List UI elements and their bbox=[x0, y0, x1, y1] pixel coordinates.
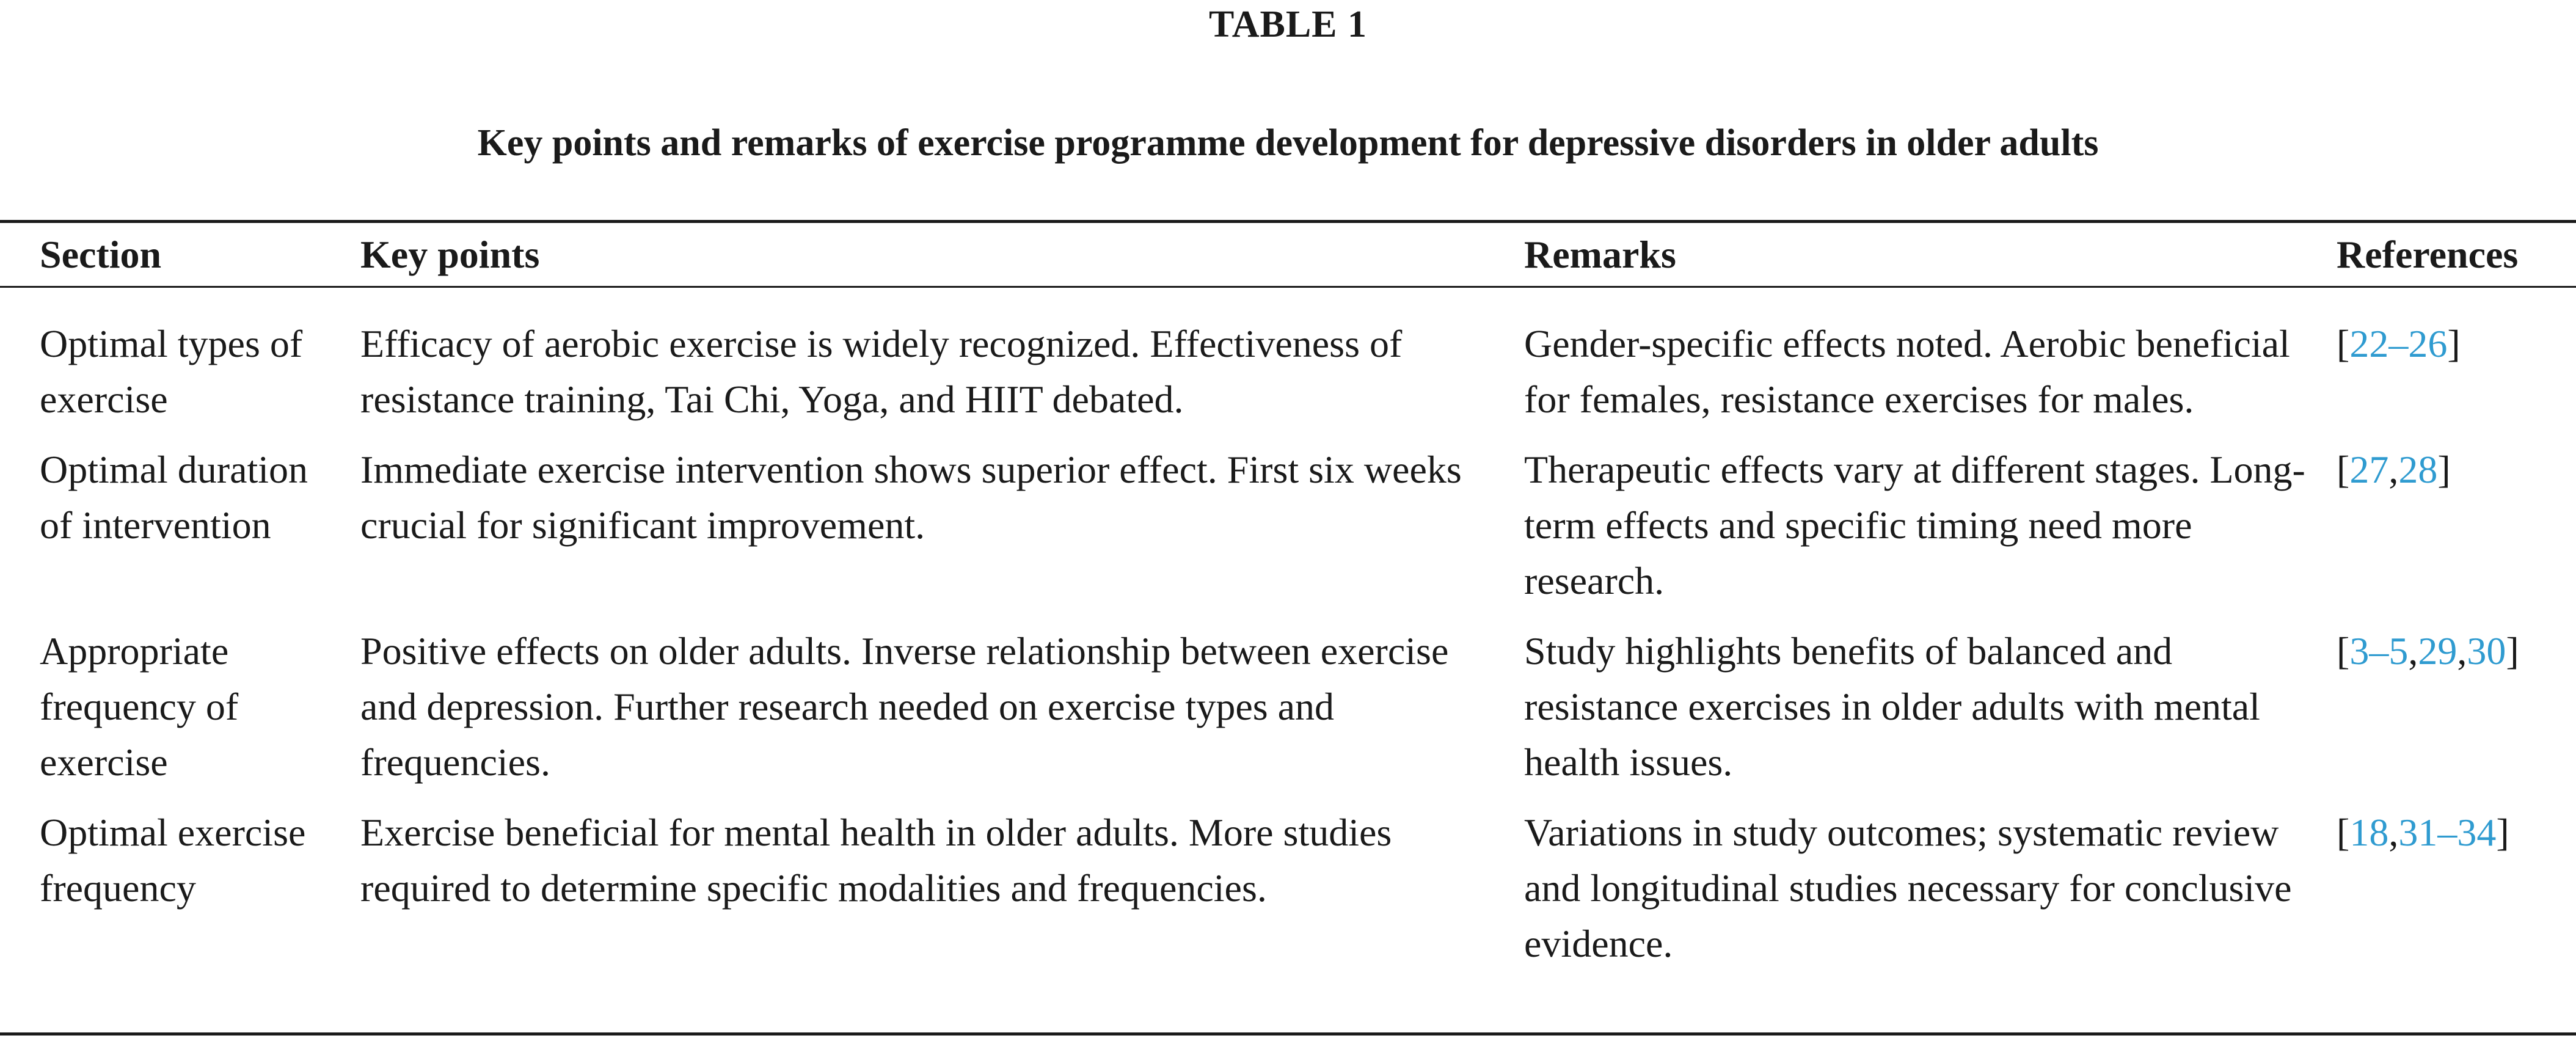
table-header-row bbox=[0, 223, 2576, 286]
table-row bbox=[0, 286, 2576, 427]
section-cell bbox=[0, 608, 360, 790]
reference-link[interactable]: 31 bbox=[2398, 811, 2438, 854]
remarks-text: Variations in study outcomes; systematic review and longitudinal studies necessary for conclusive evidence. bbox=[1524, 811, 2292, 965]
section-text: Optimal types of exercise bbox=[40, 322, 303, 421]
remarks-cell bbox=[1524, 790, 2337, 971]
reference-link[interactable]: 22 bbox=[2349, 322, 2389, 365]
ref-bracket: ] bbox=[2496, 811, 2509, 854]
reference-link[interactable]: 30 bbox=[2467, 629, 2506, 673]
key-points-cell bbox=[360, 427, 1524, 608]
section-text: Appropriate frequency of exercise bbox=[40, 629, 239, 784]
reference-link[interactable]: 3 bbox=[2349, 629, 2370, 673]
column-header-remarks: Remarks bbox=[1524, 233, 1676, 276]
remarks-cell bbox=[1524, 608, 2337, 790]
remarks-cell bbox=[1524, 286, 2337, 427]
remarks-text: Gender-specific effects noted. Aerobic beneficial for females, resistance exercises for males. bbox=[1524, 322, 2290, 421]
ref-bracket: [ bbox=[2337, 811, 2350, 854]
table-caption: Key points and remarks of exercise programme development for depressive disorders in older adults bbox=[477, 122, 2099, 164]
key-points-table bbox=[0, 223, 2576, 971]
table-row bbox=[0, 427, 2576, 608]
remarks-text: Study highlights benefits of balanced and resistance exercises in older adults with mental health issues. bbox=[1524, 629, 2260, 784]
ref-bracket: ] bbox=[2506, 629, 2519, 673]
key-points-cell bbox=[360, 608, 1524, 790]
remarks-text: Therapeutic effects vary at different stages. Long-term effects and specific timing need more research. bbox=[1524, 448, 2305, 602]
references-cell bbox=[2337, 608, 2576, 790]
remarks-cell bbox=[1524, 427, 2337, 608]
reference-link[interactable]: 26 bbox=[2408, 322, 2448, 365]
ref-bracket: ] bbox=[2437, 448, 2451, 491]
ref-comma: , bbox=[2388, 448, 2399, 491]
ref-bracket: [ bbox=[2337, 629, 2350, 673]
key-points-text: Positive effects on older adults. Inverse relationship between exercise and depression. Further research needed on exercise types and frequencies. bbox=[360, 629, 1449, 784]
ref-bracket: [ bbox=[2337, 322, 2350, 365]
ref-range-dash: – bbox=[2369, 629, 2389, 673]
table-row bbox=[0, 608, 2576, 790]
key-points-cell bbox=[360, 286, 1524, 427]
column-header-references: References bbox=[2337, 233, 2519, 276]
section-cell bbox=[0, 286, 360, 427]
reference-link[interactable]: 5 bbox=[2388, 629, 2409, 673]
table-label: TABLE 1 bbox=[1208, 4, 1368, 45]
ref-bracket: [ bbox=[2337, 448, 2350, 491]
column-header-key-points: Key points bbox=[360, 233, 540, 276]
reference-link[interactable]: 28 bbox=[2398, 448, 2438, 491]
section-text: Optimal duration of intervention bbox=[40, 448, 308, 547]
reference-link[interactable]: 27 bbox=[2349, 448, 2389, 491]
key-points-text: Efficacy of aerobic exercise is widely recognized. Effectiveness of resistance training, Tai Chi, Yoga, and HIIT debated. bbox=[360, 322, 1403, 421]
table-row bbox=[0, 790, 2576, 971]
references-cell bbox=[2337, 286, 2576, 427]
reference-link[interactable]: 34 bbox=[2457, 811, 2497, 854]
ref-range-dash: – bbox=[2388, 322, 2409, 365]
references-cell bbox=[2337, 427, 2576, 608]
column-header-section: Section bbox=[40, 233, 162, 276]
ref-bracket: ] bbox=[2447, 322, 2461, 365]
reference-link[interactable]: 29 bbox=[2418, 629, 2457, 673]
section-text: Optimal exercise frequency bbox=[40, 811, 306, 910]
references-cell bbox=[2337, 790, 2576, 971]
reference-link[interactable]: 18 bbox=[2349, 811, 2389, 854]
ref-comma: , bbox=[2388, 811, 2399, 854]
key-points-text: Immediate exercise intervention shows superior effect. First six weeks crucial for significant improvement. bbox=[360, 448, 1462, 547]
section-cell bbox=[0, 790, 360, 971]
ref-range-dash: – bbox=[2437, 811, 2457, 854]
ref-comma: , bbox=[2408, 629, 2418, 673]
section-cell bbox=[0, 427, 360, 608]
key-points-cell bbox=[360, 790, 1524, 971]
table-bottom-rule bbox=[0, 1032, 2576, 1036]
ref-comma: , bbox=[2457, 629, 2467, 673]
key-points-text: Exercise beneficial for mental health in older adults. More studies required to determine specific modalities and frequencies. bbox=[360, 811, 1392, 910]
